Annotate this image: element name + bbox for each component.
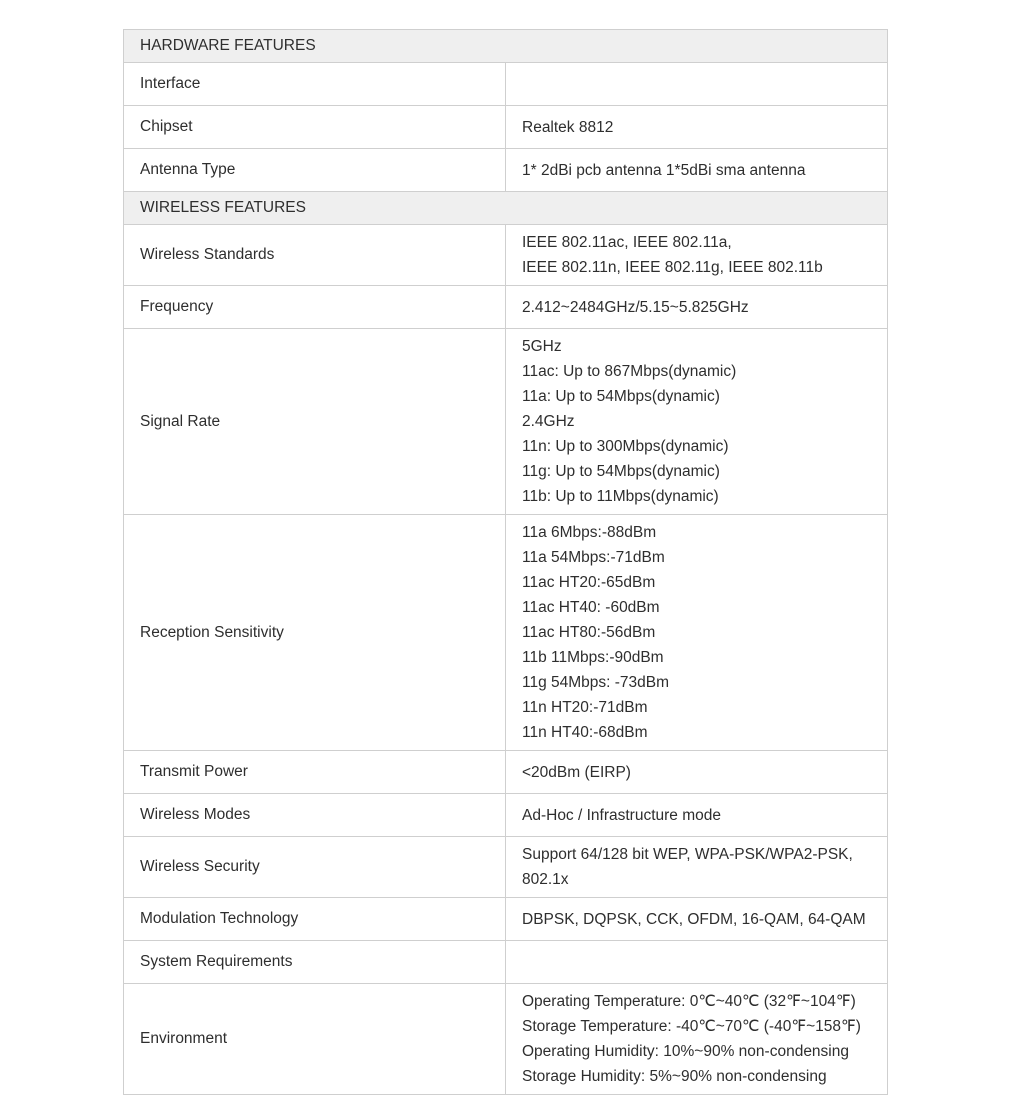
row-label: Antenna Type <box>124 149 506 192</box>
value-line: 11n: Up to 300Mbps(dynamic) <box>522 438 729 455</box>
row-label: System Requirements <box>124 941 506 984</box>
table-row <box>124 149 888 192</box>
value-line: Realtek 8812 <box>522 118 614 136</box>
row-label: Wireless Modes <box>124 794 506 837</box>
value-line: Support 64/128 bit WEP, WPA-PSK/WPA2-PSK, 802.1x <box>522 846 853 888</box>
value-line: 11ac: Up to 867Mbps(dynamic) <box>522 363 737 380</box>
value-line: 1* 2dBi pcb antenna 1*5dBi sma antenna <box>522 161 806 179</box>
value-line: 11ac HT40: -60dBm <box>522 599 660 616</box>
row-value <box>506 515 888 751</box>
value-line: 11n HT20:-71dBm <box>522 699 648 716</box>
table-row <box>124 794 888 837</box>
row-value <box>506 984 888 1095</box>
row-label: Reception Sensitivity <box>124 515 506 751</box>
row-value <box>506 941 888 984</box>
table-row <box>124 63 888 106</box>
value-line: <20dBm (EIRP) <box>522 763 631 781</box>
value-line: 11a 6Mbps:-88dBm <box>522 524 657 541</box>
row-label: Transmit Power <box>124 751 506 794</box>
wireless-features-heading: WIRELESS FEATURES <box>124 192 888 225</box>
table-row <box>124 329 888 515</box>
row-value <box>506 329 888 515</box>
table-row <box>124 106 888 149</box>
table-row <box>124 286 888 329</box>
value-line: 11b: Up to 11Mbps(dynamic) <box>522 488 719 505</box>
spec-table <box>123 29 888 1095</box>
value-line: IEEE 802.11n, IEEE 802.11g, IEEE 802.11b <box>522 259 823 276</box>
value-line: 11ac HT80:-56dBm <box>522 624 656 641</box>
value-line: 5GHz <box>522 338 562 355</box>
row-label: Wireless Standards <box>124 225 506 286</box>
value-line: IEEE 802.11ac, IEEE 802.11a, <box>522 234 732 251</box>
section-header-row <box>124 192 888 225</box>
row-value <box>506 225 888 286</box>
table-row <box>124 898 888 941</box>
value-line: Storage Humidity: 5%~90% non-condensing <box>522 1068 827 1085</box>
table-row <box>124 941 888 984</box>
row-label: Wireless Security <box>124 837 506 898</box>
value-line: 11a 54Mbps:-71dBm <box>522 549 665 566</box>
value-line: 11a: Up to 54Mbps(dynamic) <box>522 388 720 405</box>
row-value <box>506 286 888 329</box>
row-value <box>506 837 888 898</box>
row-value <box>506 63 888 106</box>
row-value <box>506 751 888 794</box>
row-label: Signal Rate <box>124 329 506 515</box>
table-row <box>124 225 888 286</box>
hardware-features-heading: HARDWARE FEATURES <box>124 30 888 63</box>
row-label: Modulation Technology <box>124 898 506 941</box>
value-line: Storage Temperature: -40℃~70℃ (-40℉~158℉) <box>522 1018 861 1035</box>
value-line: 11ac HT20:-65dBm <box>522 574 656 591</box>
table-row <box>124 984 888 1095</box>
row-label: Frequency <box>124 286 506 329</box>
value-line: Ad-Hoc / Infrastructure mode <box>522 806 721 824</box>
row-value <box>506 106 888 149</box>
row-label: Chipset <box>124 106 506 149</box>
table-row <box>124 837 888 898</box>
row-value <box>506 898 888 941</box>
table-row <box>124 515 888 751</box>
value-line: 11b 11Mbps:-90dBm <box>522 649 664 666</box>
value-line: DBPSK, DQPSK, CCK, OFDM, 16-QAM, 64-QAM <box>522 910 866 928</box>
row-label: Environment <box>124 984 506 1095</box>
value-line: 11g: Up to 54Mbps(dynamic) <box>522 463 720 480</box>
value-line: 11n HT40:-68dBm <box>522 724 648 741</box>
value-line: 11g 54Mbps: -73dBm <box>522 674 670 691</box>
value-line: Operating Temperature: 0℃~40℃ (32℉~104℉) <box>522 993 856 1010</box>
value-line: Operating Humidity: 10%~90% non-condensing <box>522 1043 849 1060</box>
table-row <box>124 751 888 794</box>
row-value <box>506 149 888 192</box>
value-line: 2.4GHz <box>522 413 575 430</box>
row-value <box>506 794 888 837</box>
section-header-row <box>124 30 888 63</box>
value-line: 2.412~2484GHz/5.15~5.825GHz <box>522 298 749 316</box>
row-label: Interface <box>124 63 506 106</box>
